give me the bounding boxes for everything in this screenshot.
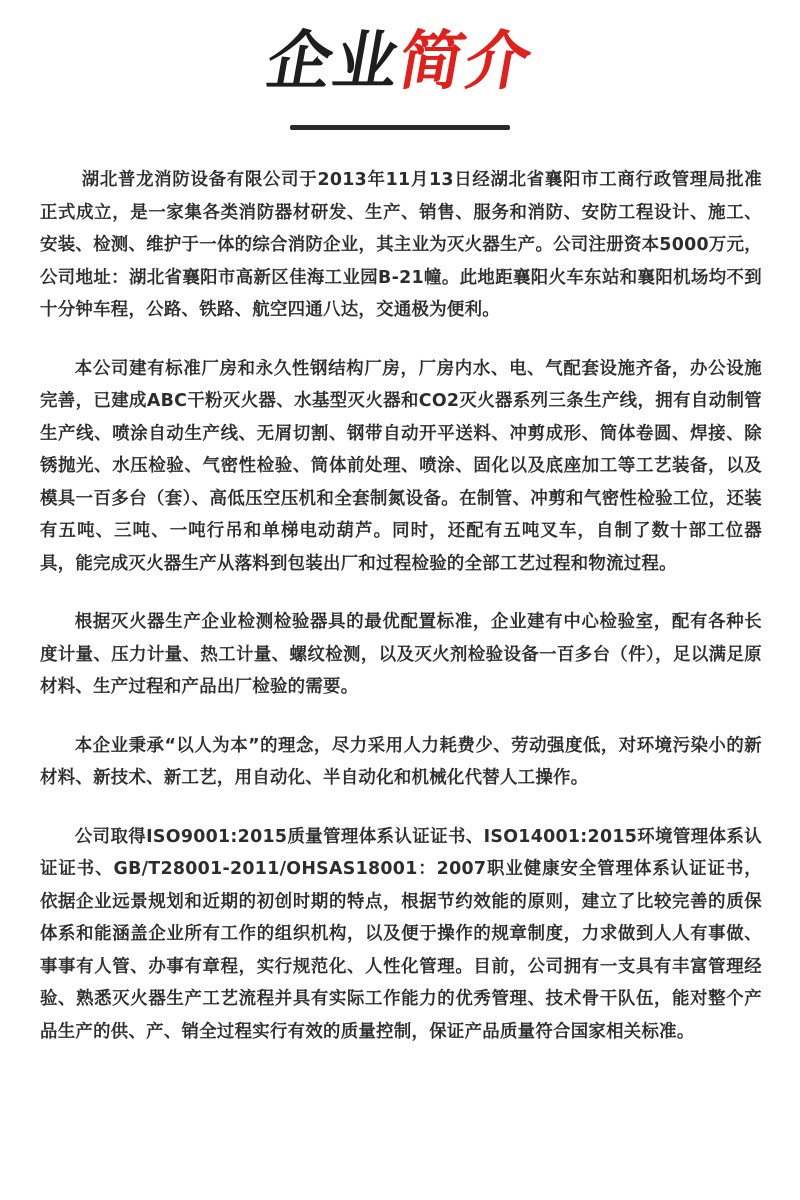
title-divider xyxy=(290,125,510,130)
title-part-dark: 企业 xyxy=(261,25,407,99)
intro-paragraph-3: 根据灭火器生产企业检测检验器具的最优配置标准，企业建有中心检验室，配有各种长度计量、压力计量、热工计量、螺纹检测，以及灭火剂检验设备一百多台（件），足以满足原材料、生产过程和产品出厂检验的需要。 xyxy=(40,612,762,697)
title-part-accent: 简介 xyxy=(393,25,539,99)
intro-paragraph-2: 本公司建有标准厂房和永久性钢结构厂房，厂房内水、电、气配套设施齐备，办公设施完善，已建成ABC干粉灭火器、水基型灭火器和CO2灭火器系列三条生产线，拥有自动制管生产线、喷涂自动生产线、无屑切割、钢带自动开平送料、冲剪成形、筒体卷圆、焊接、除锈抛光、水压检验、气密性检验、筒体前处理、喷涂、固化以及底座加工等工艺装备，以及模具一百多台（套）、高低压空压机和全套制氮设备。在制管、冲剪和气密性检验工位，还装有五吨、三吨、一吨行吊和单梯电动葫芦。同时，还配有五吨叉车，自制了数十部工位器具，能完成灭火器生产从落料到包装出厂和过程检验的全部工艺过程和物流过程。 xyxy=(40,358,762,574)
intro-body xyxy=(40,164,762,1074)
intro-paragraph-5: 公司取得ISO9001:2015质量管理体系认证证书、ISO14001:2015环境管理体系认证证书、GB/T28001-2011/OHSAS18001：2007职业健康安全管理体系认证证书，依据企业远景规划和近期的初创时期的特点，根据节约效能的原则，建立了比较完善的质保体系和能涵盖企业所有工作的组织机构，以及便于操作的规章制度，力求做到人人有事做、事事有人管、办事有章程，实行规范化、人性化管理。目前，公司拥有一支具有丰富管理经验、熟悉灭火器生产工艺流程并具有实际工作能力的优秀管理、技术骨干队伍，能对整个产品生产的供、产、销全过程实行有效的质量控制，保证产品质量符合国家相关标准。 xyxy=(40,826,762,1042)
intro-paragraph-1: 湖北普龙消防设备有限公司于2013年11月13日经湖北省襄阳市工商行政管理局批准正式成立，是一家集各类消防器材研发、生产、销售、服务和消防、安防工程设计、施工、安装、检测、维护于一体的综合消防企业，其主业为灭火器生产。公司注册资本5000万元，公司地址：湖北省襄阳市高新区佳海工业园B-21幢。此地距襄阳火车东站和襄阳机场均不到十分钟车程，公路、铁路、航空四通八达，交通极为便利。 xyxy=(40,170,762,320)
header xyxy=(0,22,800,132)
page-title xyxy=(0,22,800,102)
intro-paragraph-4: 本企业秉承“以人为本”的理念，尽力采用人力耗费少、劳动强度低，对环境污染小的新材料、新技术、新工艺，用自动化、半自动化和机械化代替人工操作。 xyxy=(40,735,762,788)
